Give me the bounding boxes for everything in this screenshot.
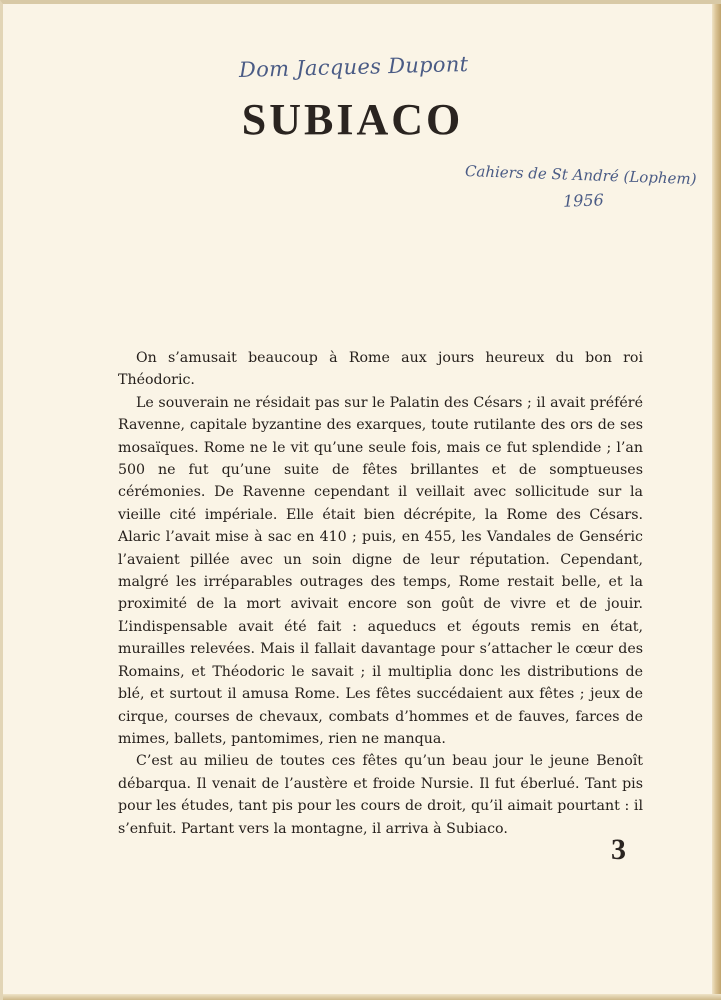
page-title: SUBIACO <box>241 95 464 144</box>
handwritten-year-note: 1956 <box>562 190 605 211</box>
paragraph-2: Le souverain ne résidait pas sur le Palatin des Césars ; il avait préféré Ravenne, capitale byzantine des exarques, toute rutilante des ors de ses mosaïques. Rome ne le vit qu’une seule fois, mais ce fut splendide ; l’an 500 ne fut qu’une suite de fêtes brillantes et de somptueuses cérémonies. De Ravenne cependant il veillait avec sollicitude sur la vieille cité impériale. Elle était bien décrépite, la Rome des Césars. Alaric l’avait mise à sac en 410 ; puis, en 455, les Vandales de Genséric l’avaient pillée avec un soin digne de leur réputation. Cependant, malgré les irréparables outrages des temps, Rome restait belle, et la proximité de la mort avivait encore son goût de vivre et de jouir. L’indispensable avait été fait : aqueducs et égouts remis en état, murailles relevées. Mais il fallait davantage pour s’attacher le cœur des Romains, et Théodoric le savait ; il multiplia donc les distributions de blé, et surtout il amusa Rome. Les fêtes succédaient aux fêtes ; jeux de cirque, courses de chevaux, combats d’hommes et de fauves, farces de mimes, ballets, pantomimes, rien ne manqua. <box>118 394 643 747</box>
page-number: 3 <box>611 833 626 866</box>
body-text <box>118 347 643 840</box>
paragraph-3: C’est au milieu de toutes ces fêtes qu’un beau jour le jeune Benoît débarqua. Il venait de l’austère et froide Nursie. Il fut éberlué. Tant pis pour les études, tant pis pour les cours de droit, qu’il aimait pourtant : il s’enfuit. Partant vers la montagne, il arriva à Subiaco. <box>118 753 643 837</box>
paper-right-edge <box>712 4 721 1000</box>
paragraph-1: On s’amusait beaucoup à Rome aux jours heureux du bon roi Théodoric. <box>118 350 643 389</box>
paper-bottom-edge <box>3 994 721 1000</box>
handwritten-author-note: Dom Jacques Dupont <box>238 51 469 82</box>
handwritten-source-note: Cahiers de St André (Lophem) <box>464 162 697 189</box>
